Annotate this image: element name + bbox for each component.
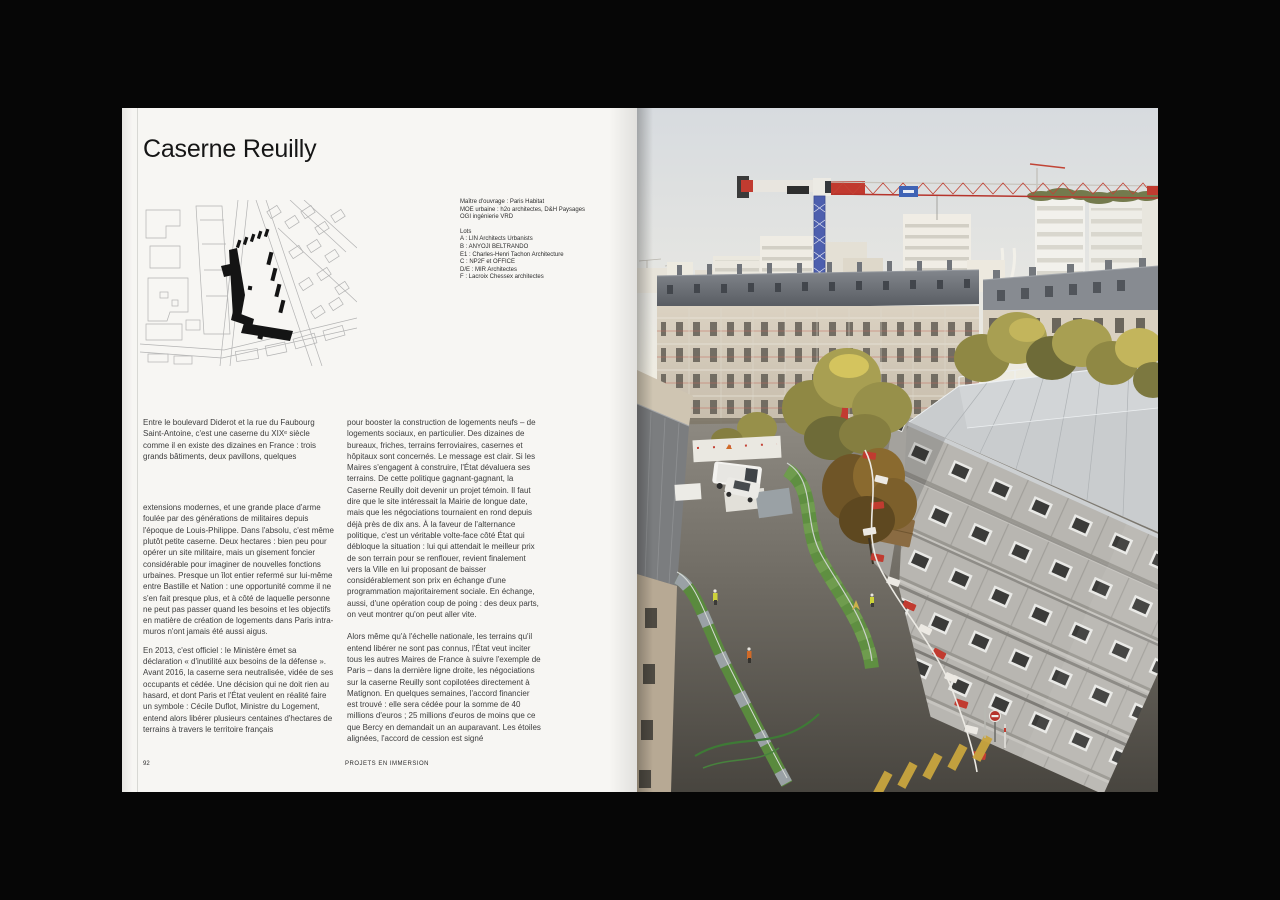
section-label: PROJETS EN IMMERSION xyxy=(345,761,430,767)
magazine-spread xyxy=(122,108,1158,792)
site-plan-map xyxy=(140,200,357,366)
map-street-blocks xyxy=(140,200,357,366)
body-column-2 xyxy=(347,417,541,744)
page-number: 92 xyxy=(143,761,150,767)
fold-shadow xyxy=(637,108,653,792)
credits-gap xyxy=(460,222,610,229)
crane-brand-sign xyxy=(787,186,809,194)
paragraph: pour booster la construction de logements neufs – de logements sociaux, en particulier. Des dizaines de bureaux, friches, terrains ferroviaires, casernes et hôpitaux sont concernés. Le message est clair. Si les Maires s'engagent à construire, l'État dévaluera ses terrains. De cette politique gagnant-gagnant, la Caserne Reuilly doit devenir un projet témoin. Il faut dire que le site intéressait la Mairie de longue date, mais que les négociations tournaient en rond depuis déjà près de dix ans. À la faveur de l'alternance politique, c'est un véritable volte-face côté État qui débloque la situation : lui qui attendait le meilleur prix de son terrain pour se renflouer, revient finalement vers la Ville en lui proposant de baisser considérablement son prix en échange d'une programmation majoritairement sociale. En échange, aussi, d'une opération coup de poing : des deux parts, on veut montrer qu'on peut aller vite. xyxy=(347,418,539,620)
lot-line: B : ANYOJI BELTRANDO xyxy=(460,243,529,250)
construction-site-photo xyxy=(637,108,1158,792)
paragraph: En 2013, c'est officiel : le Ministère émet sa déclaration « d'inutilité aux besoins de la défense ». Avant 2016, la caserne sera neutralisée, vidée de ses occupants et cédée. Une décision qui ne doit rien au hasard, et dont Paris et l'État veulent en réalité faire un symbole : Cécile Duflot, Ministre du Logement, entend alors libérer plusieurs centaines d'hectares de terrains à travers le territoire français xyxy=(143,645,334,734)
paragraph: Entre le boulevard Diderot et la rue du Faubourg Saint-Antoine, c'est une caserne du XIXᵉ siècle comme il en existe des dizaines en France : trois grands bâtiments, deux pavillons, quelques xyxy=(143,418,316,461)
barracks-mansard-roof xyxy=(657,270,979,310)
body-column-1 xyxy=(143,417,334,735)
credit-line: Maître d'ouvrage : Paris Habitat xyxy=(460,199,545,205)
lot-line: E1 : Charles-Henri Tachon Architecture xyxy=(460,251,564,258)
page-title: Caserne Reuilly xyxy=(143,135,317,163)
left-page xyxy=(122,108,637,792)
paragraph: Alors même qu'à l'échelle nationale, les terrains qu'il entend libérer ne sont pas connus, l'État veut inciter tous les autres Maires de France à suivre l'exemple de Paris – dans la dernière ligne droite, les négociations sur la caserne Reuilly sont copilotées directement à Matignon. En quelques semaines, l'accord financier est trouvé : elle sera cédée pour la somme de 40 millions d'euros ; 25 millions d'euros de moins que ce que Bercy en demandait un an auparavant. Les étoiles alignées, l'accord de cession est signé xyxy=(347,632,541,744)
map-caserne-site-highlight xyxy=(221,229,293,341)
white-shed xyxy=(674,483,701,501)
lot-line: D/E : MIR Architectes xyxy=(460,266,518,273)
right-page-photo xyxy=(637,108,1158,792)
paragraph: extensions modernes, et une grande place d'arme foulée par des générations de militaires depuis l'époque de Louis-Philippe. Dans l'absolu, c'est même plutôt petite caserne. Deux hectares : bien peu pour opérer un site militaire, mais un gisement foncier considérable pour imaginer de nouvelles fonctions urbaines. Presque un îlot entier refermé sur lui-même entre Bastille et Nation : une opportunité comme il ne s'en fait presque plus, et à côté de laquelle personne ne peut pas passer quand les besoins et les objectifs en matière de création de logements dans Paris intra-muros n'ont jamais été aussi aigus. xyxy=(143,503,334,637)
fold-shadow xyxy=(609,108,637,792)
credit-line: OGI ingénierie VRD xyxy=(460,214,514,221)
lot-line: C : NP2F et OFFICE xyxy=(460,259,516,266)
lots-label: Lots xyxy=(460,228,472,235)
paper-edge xyxy=(122,108,138,792)
project-credits xyxy=(460,199,610,282)
credit-line: MOE urbaine : h2o architectes, D&H Paysages xyxy=(460,206,586,213)
lot-line: F : Lacroix Chessex architectes xyxy=(460,274,544,281)
lot-line: A : LIN Architects Urbanists xyxy=(460,236,533,243)
